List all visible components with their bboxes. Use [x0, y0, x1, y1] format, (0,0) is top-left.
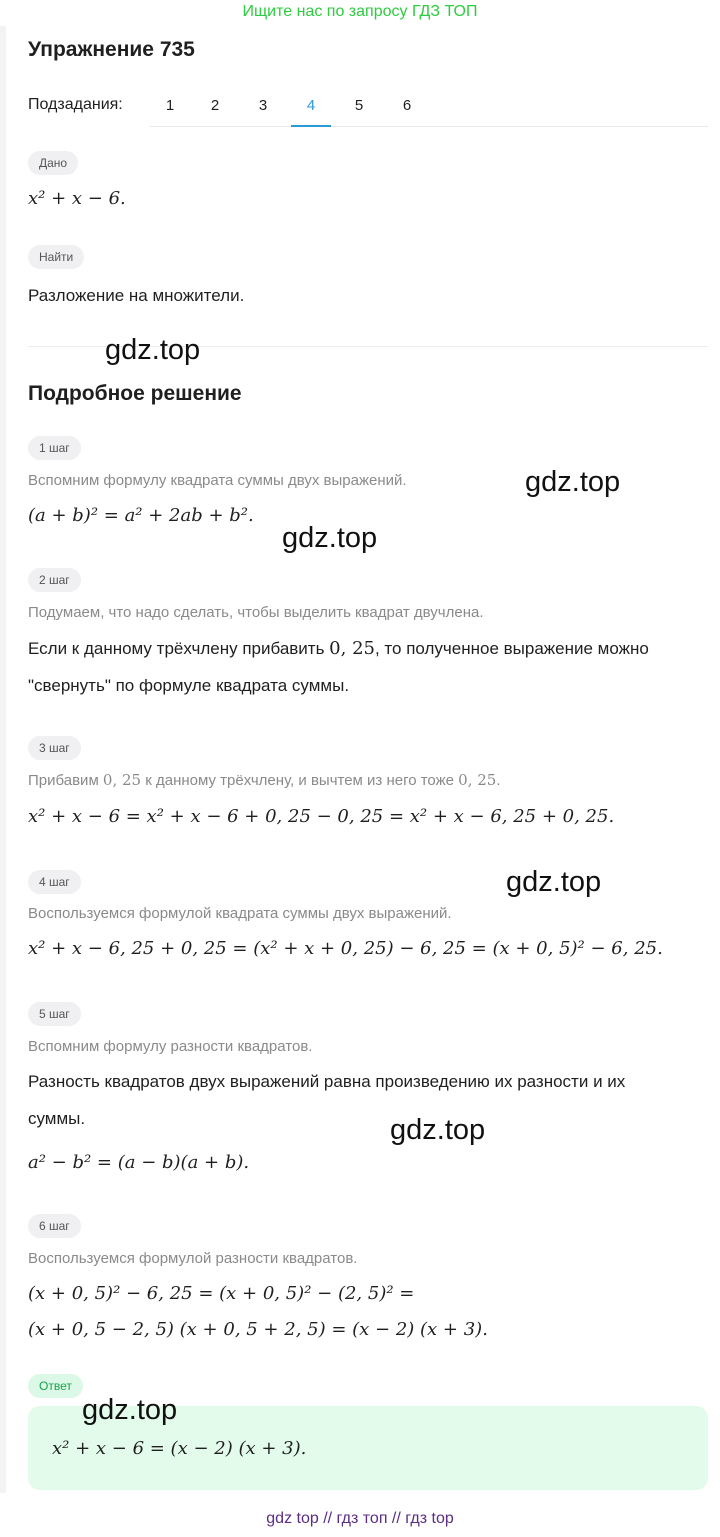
tab-4[interactable]: 4	[291, 88, 331, 127]
step-6-note: Воспользуемся формулой разности квадратов.	[28, 1250, 358, 1267]
step-1-note: Вспомним формулу квадрата суммы двух выражений.	[28, 472, 407, 489]
given-badge: Дано	[28, 151, 78, 175]
step-4-badge: 4 шаг	[28, 870, 81, 894]
find-badge: Найти	[28, 245, 84, 269]
step-6-badge: 6 шаг	[28, 1214, 81, 1238]
answer-expression: x² + x − 6 = (x − 2) (x + 3).	[52, 1438, 307, 1459]
footer-links[interactable]: gdz top // гдз топ // гдз top	[266, 1510, 454, 1527]
tab-6[interactable]: 6	[402, 97, 412, 114]
step-3-badge: 3 шаг	[28, 736, 81, 760]
step-5-badge: 5 шаг	[28, 1002, 81, 1026]
step-5-text-line2: суммы.	[28, 1109, 86, 1128]
step-3-note: Прибавим 0, 25 к данному трёхчлену, и вычтем из него тоже 0, 25.	[28, 771, 501, 789]
step-2-note: Подумаем, что надо сделать, чтобы выделить квадрат двучлена.	[28, 604, 484, 621]
step-5-expression: a² − b² = (a − b)(a + b).	[28, 1152, 250, 1173]
subtasks-label: Подзадания:	[28, 96, 123, 113]
watermark: gdz.top	[525, 466, 621, 498]
watermark: gdz.top	[282, 522, 378, 554]
top-banner[interactable]: Ищите нас по запросу ГДЗ ТОП	[242, 3, 478, 20]
given-expression: x² + x − 6.	[28, 188, 126, 209]
step-2-badge: 2 шаг	[28, 568, 81, 592]
solution-heading: Подробное решение	[28, 382, 242, 405]
tab-2[interactable]: 2	[210, 97, 220, 114]
step-2-text-line1: Если к данному трёхчлену прибавить 0, 25, то полученное выражение можно	[28, 638, 649, 659]
step-2-text-line2: "свернуть" по формуле квадрата суммы.	[28, 676, 350, 695]
step-3-expression: x² + x − 6 = x² + x − 6 + 0, 25 − 0, 25 = x² + x − 6, 25 + 0, 25.	[28, 806, 615, 827]
step-6-expression-line2: (x + 0, 5 − 2, 5) (x + 0, 5 + 2, 5) = (x − 2) (x + 3).	[28, 1319, 488, 1340]
step-1-expression: (a + b)² = a² + 2ab + b².	[28, 505, 254, 526]
step-5-note: Вспомним формулу разности квадратов.	[28, 1038, 313, 1055]
left-rule	[0, 26, 6, 1493]
watermark: gdz.top	[506, 866, 602, 898]
step-5-text-line1: Разность квадратов двух выражений равна произведению их разности и их	[28, 1072, 626, 1091]
watermark: gdz.top	[82, 1394, 178, 1426]
answer-badge: Ответ	[28, 1374, 83, 1398]
find-text: Разложение на множители.	[28, 286, 245, 305]
watermark: gdz.top	[105, 334, 201, 366]
tab-3[interactable]: 3	[258, 97, 268, 114]
step-6-expression-line1: (x + 0, 5)² − 6, 25 = (x + 0, 5)² − (2, 5)² =	[28, 1283, 415, 1304]
tab-5[interactable]: 5	[354, 97, 364, 114]
step-4-note: Воспользуемся формулой квадрата суммы двух выражений.	[28, 905, 452, 922]
page-title: Упражнение 735	[28, 38, 195, 61]
watermark: gdz.top	[390, 1114, 486, 1146]
step-1-badge: 1 шаг	[28, 436, 81, 460]
tab-1[interactable]: 1	[165, 97, 175, 114]
subtask-tabs	[150, 88, 708, 127]
step-4-expression: x² + x − 6, 25 + 0, 25 = (x² + x + 0, 25) − 6, 25 = (x + 0, 5)² − 6, 25.	[28, 938, 663, 959]
